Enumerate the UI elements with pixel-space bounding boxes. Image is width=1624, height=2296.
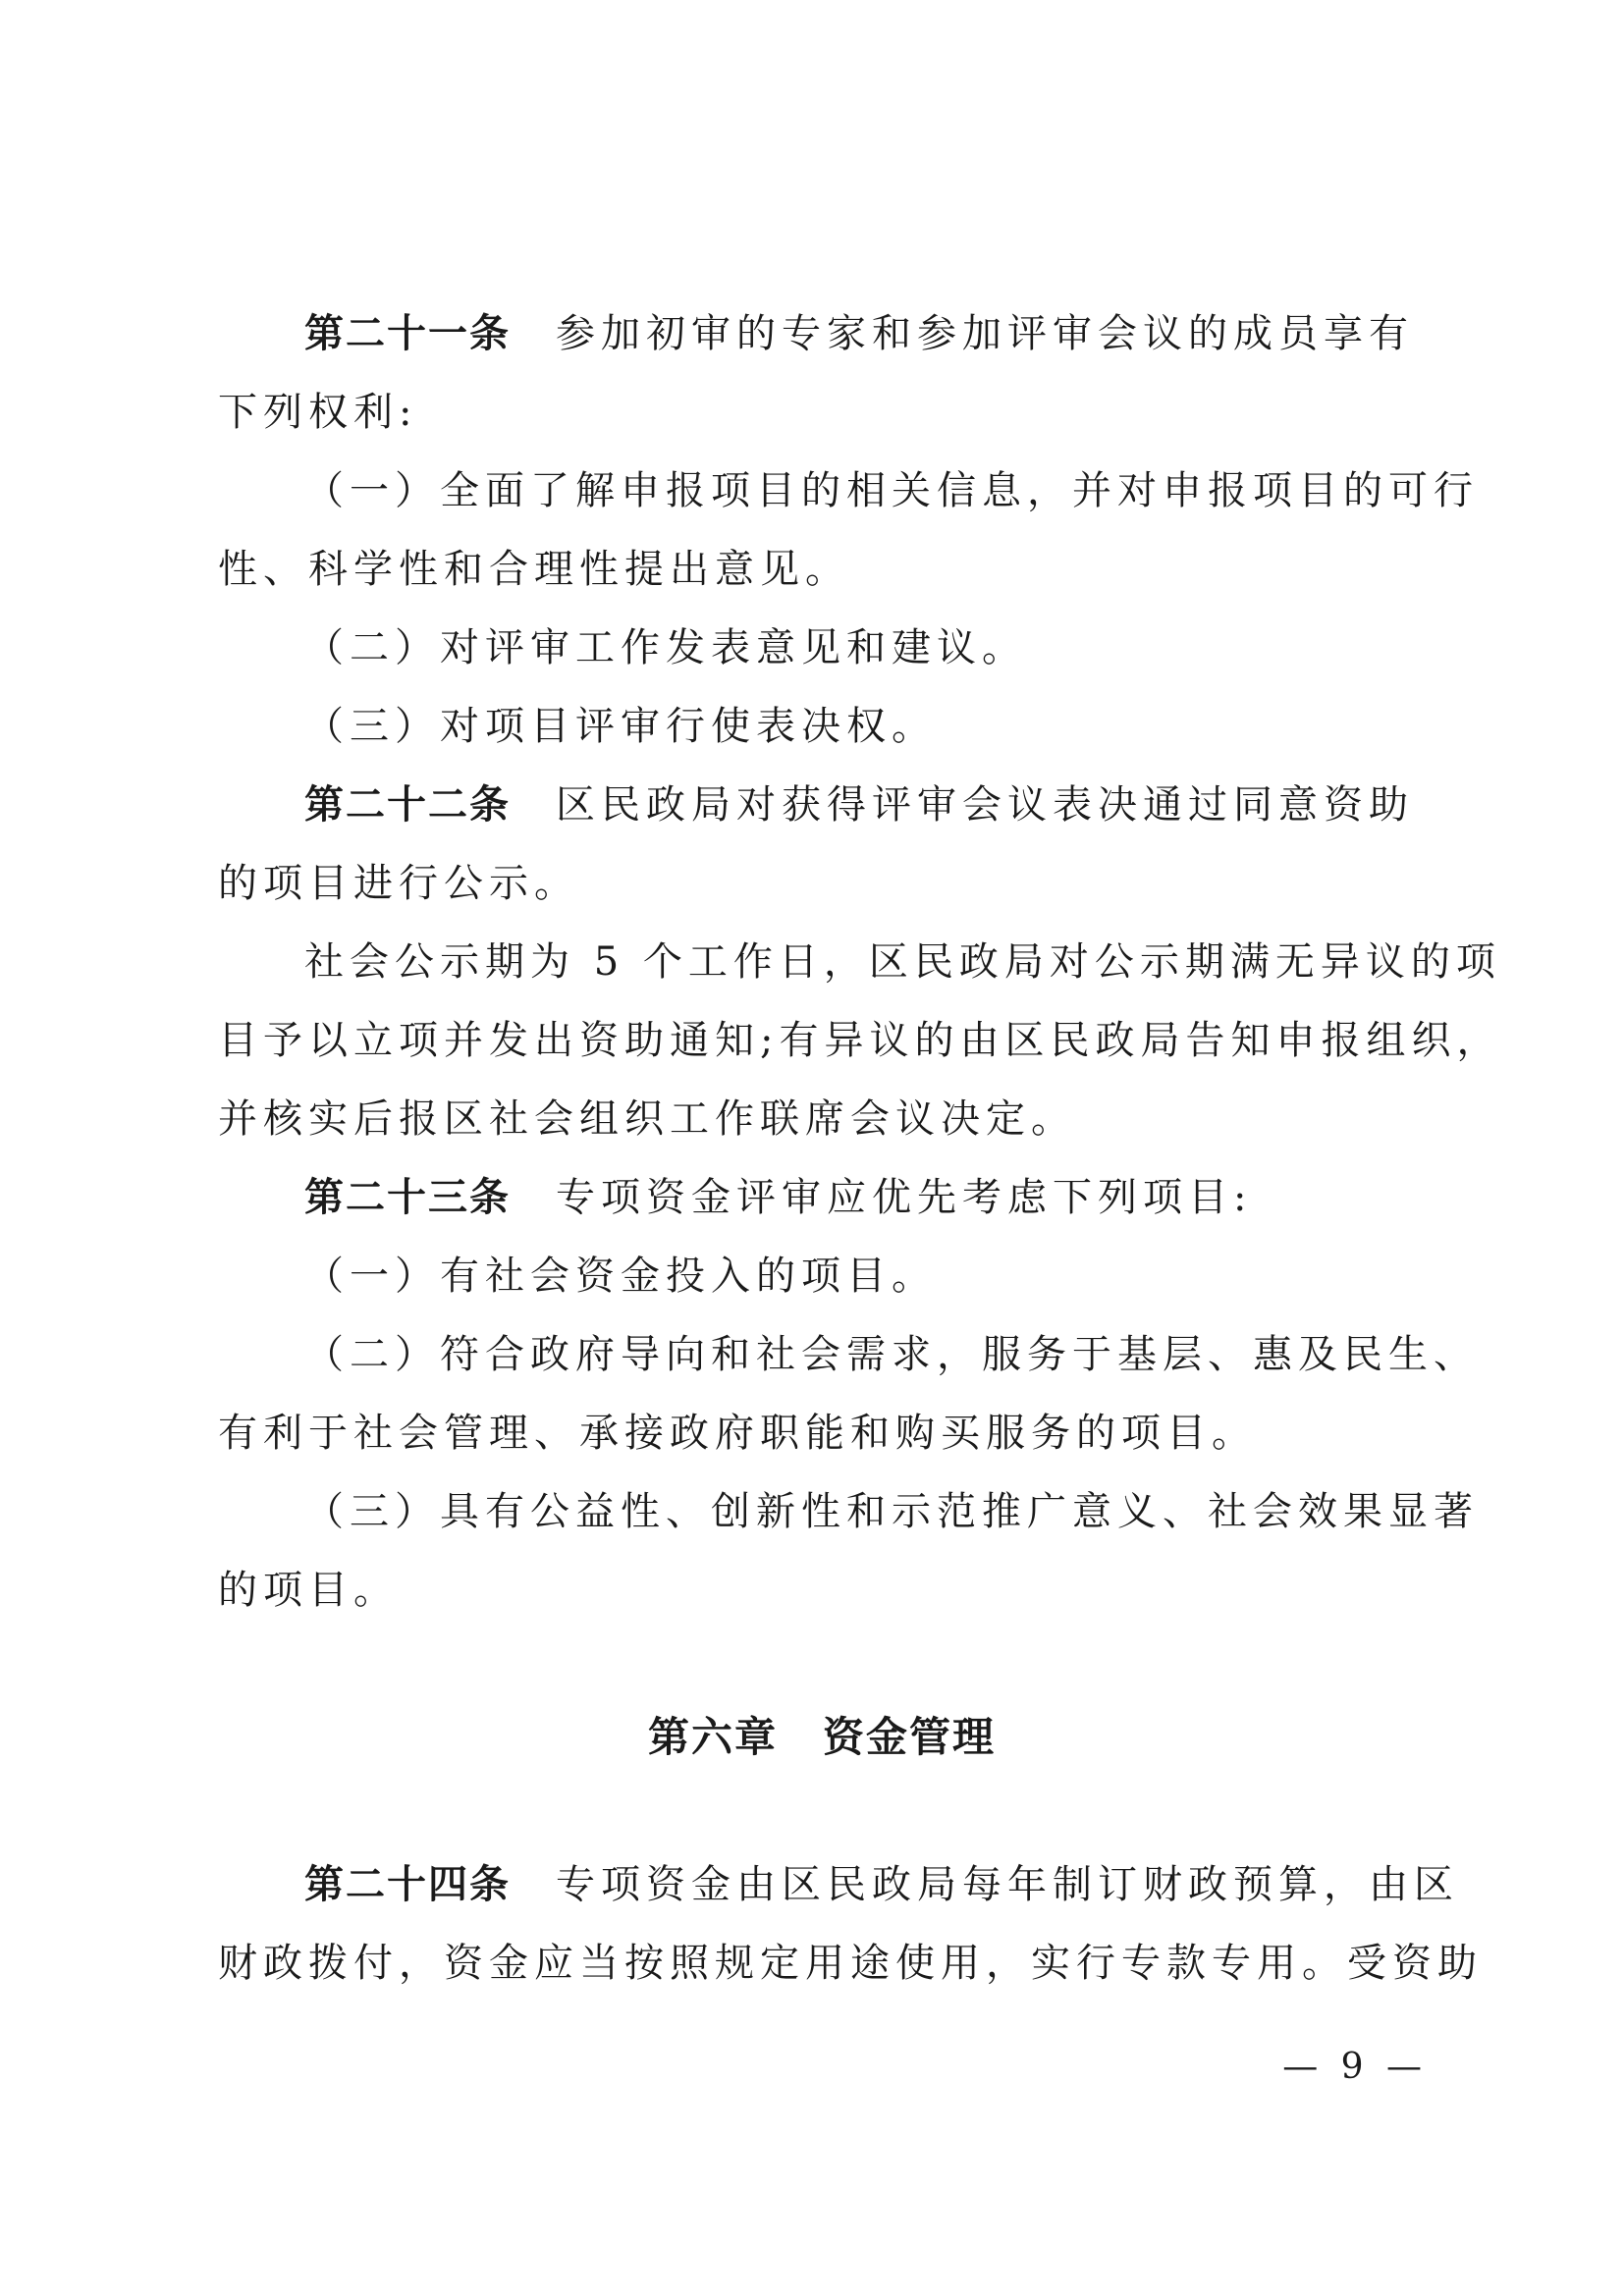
article-22-heading-line xyxy=(218,766,1426,844)
article-22-text: 区民政局对获得评审会议表决通过同意资助 xyxy=(556,782,1414,828)
page-number: — 9 — xyxy=(1282,2047,1428,2087)
article-22-para-2-line-1: 社会公示期为 5 个工作日，区民政局对公示期满无异议的项 xyxy=(304,939,1501,985)
article-24-line-2: 财政拨付，资金应当按照规定用途使用，实行专款专用。受资助 xyxy=(218,1941,1483,1986)
article-21-heading-line xyxy=(218,294,1426,373)
article-21-label: 第二十一条 xyxy=(304,311,511,356)
article-21-item-1-line-1: （一）全面了解申报项目的相关信息，并对申报项目的可行 xyxy=(304,468,1479,513)
article-24-label: 第二十四条 xyxy=(304,1862,511,1907)
document-body xyxy=(218,294,1502,2002)
article-23-item-3-line-1: （三）具有公益性、创新性和示范推广意义、社会效果显著 xyxy=(304,1489,1479,1534)
article-24-heading-line xyxy=(218,1845,1459,1924)
article-22-para-2-line-2: 目予以立项并发出资助通知;有异议的由区民政局告知申报组织， xyxy=(218,1018,1502,1063)
article-21-text: 参加初审的专家和参加评审会议的成员享有 xyxy=(556,311,1414,356)
article-22-para-2-line-3: 并核实后报区社会组织工作联席会议决定。 xyxy=(218,1096,1076,1142)
article-23-item-2-line-1: （二）符合政府导向和社会需求，服务于基层、惠及民生、 xyxy=(304,1332,1479,1377)
article-23-item-1: （一）有社会资金投入的项目。 xyxy=(304,1254,937,1299)
article-22-line-2: 的项目进行公示。 xyxy=(218,861,579,906)
article-24-text: 专项资金由区民政局每年制订财政预算，由区 xyxy=(556,1862,1459,1907)
chapter-6-heading xyxy=(218,1698,1426,1777)
article-21-line-2: 下列权利: xyxy=(218,390,418,435)
chapter-6-label: 第六章 xyxy=(647,1713,778,1761)
article-21-item-2: （二）对评审工作发表意见和建议。 xyxy=(304,625,1027,670)
article-22-label: 第二十二条 xyxy=(304,782,511,828)
article-21-item-3: （三）对项目评审行使表决权。 xyxy=(304,704,937,749)
article-21-item-1-line-2: 性、科学性和合理性提出意见。 xyxy=(218,547,850,592)
article-23-label: 第二十三条 xyxy=(304,1175,511,1220)
article-23-item-3-line-2: 的项目。 xyxy=(218,1568,399,1613)
article-23-item-2-line-2: 有利于社会管理、承接政府职能和购买服务的项目。 xyxy=(218,1411,1257,1456)
chapter-6-title: 资金管理 xyxy=(823,1713,997,1761)
article-23-text: 专项资金评审应优先考虑下列项目: xyxy=(556,1175,1253,1220)
article-23-heading-line xyxy=(218,1158,1426,1237)
